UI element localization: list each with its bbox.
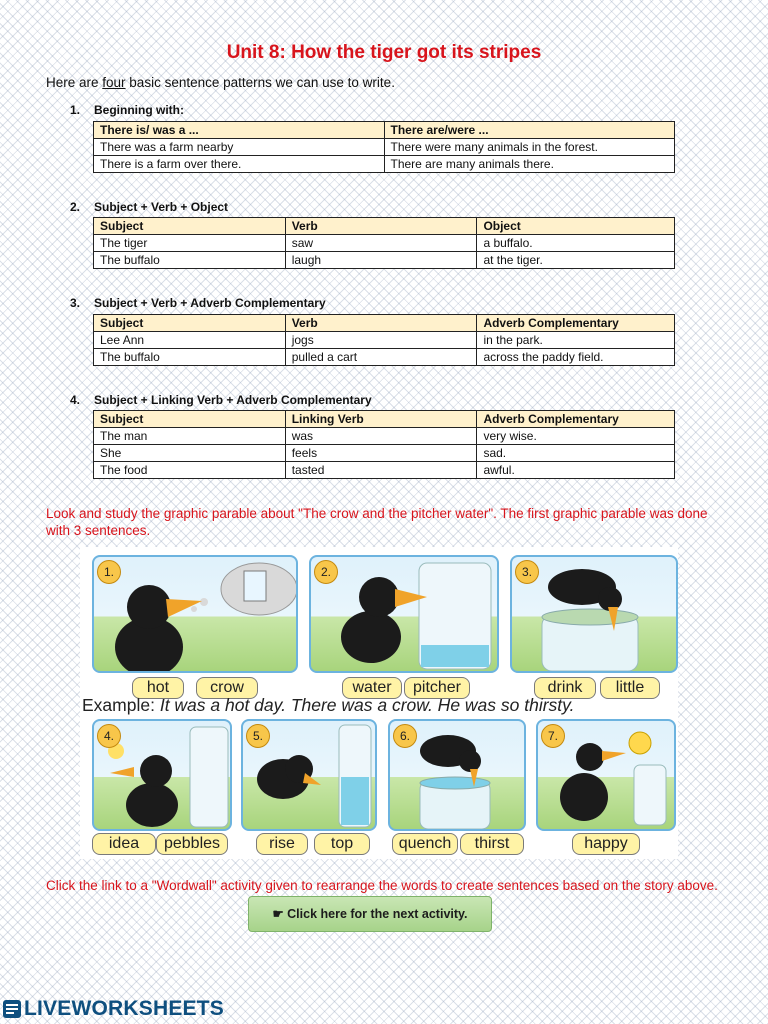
word-card: drink: [534, 677, 596, 699]
table-cell: There is a farm over there.: [94, 156, 385, 173]
word-card: top: [314, 833, 370, 855]
table-row: [94, 235, 675, 252]
table-header-row: [94, 315, 675, 332]
wordwall-instruction: Click the link to a "Wordwall" activity given to rearrange the words to create sentences based on the story above.: [46, 878, 718, 893]
table-cell: at the tiger.: [477, 252, 675, 269]
story-panel-2: [309, 555, 499, 673]
table-cell: was: [285, 428, 477, 445]
story-panel-6: [388, 719, 526, 831]
section-3-number: 3.: [70, 296, 81, 310]
word-card: rise: [256, 833, 308, 855]
pattern-4-table: [93, 410, 675, 479]
section-3-title: Subject + Verb + Adverb Complementary: [94, 296, 326, 310]
panel-number: 2.: [314, 560, 338, 584]
table-cell: She: [94, 445, 286, 462]
page-title: Unit 8: How the tiger got its stripes: [226, 42, 542, 63]
word-card: happy: [572, 833, 640, 855]
intro-underlined: four: [102, 75, 126, 90]
intro-text: [46, 75, 395, 90]
table-cell: awful.: [477, 462, 675, 479]
next-activity-button[interactable]: ☛ Click here for the next activity.: [248, 896, 492, 932]
section-4-heading: [70, 393, 372, 407]
word-card: quench: [392, 833, 458, 855]
table-header-row: [94, 411, 675, 428]
section-1-number: 1.: [70, 103, 81, 117]
section-3-heading: [70, 296, 326, 310]
section-2-heading: [70, 200, 228, 214]
story-illustration: [80, 547, 678, 859]
panel-number: 1.: [97, 560, 121, 584]
table-cell: very wise.: [477, 428, 675, 445]
table-header-cell: Adverb Complementary: [477, 315, 675, 332]
table-row: [94, 139, 675, 156]
word-card: pitcher: [404, 677, 470, 699]
example-text: It was a hot day. There was a crow. He was so thirsty.: [159, 695, 575, 715]
table-cell: across the paddy field.: [477, 349, 675, 366]
table-cell: The buffalo: [94, 349, 286, 366]
table-cell: tasted: [285, 462, 477, 479]
table-row: [94, 428, 675, 445]
panel-number: 6.: [393, 724, 417, 748]
word-card: water: [342, 677, 402, 699]
table-header-cell: Adverb Complementary: [477, 411, 675, 428]
table-cell: The man: [94, 428, 286, 445]
section-2-number: 2.: [70, 200, 81, 214]
word-card: little: [600, 677, 660, 699]
pattern-2-table: [93, 217, 675, 269]
intro-before: Here are: [46, 75, 103, 90]
table-row: [94, 462, 675, 479]
table-header-cell: Verb: [285, 315, 477, 332]
table-cell: Lee Ann: [94, 332, 286, 349]
table-header-cell: Subject: [94, 218, 286, 235]
section-1-heading: [70, 103, 184, 117]
table-row: [94, 252, 675, 269]
table-cell: sad.: [477, 445, 675, 462]
crow-pitcher-image: [311, 557, 497, 671]
word-card: thirst: [460, 833, 524, 855]
story-panel-4: [92, 719, 232, 831]
table-header-cell: There are/were ...: [384, 122, 675, 139]
logo-text: LIVEWORKSHEETS: [24, 997, 224, 1020]
intro-after: basic sentence patterns we can use to write.: [125, 75, 395, 90]
example-label: Example:: [82, 695, 155, 715]
story-panel-5: [241, 719, 377, 831]
section-2-title: Subject + Verb + Object: [94, 200, 229, 214]
table-header-row: [94, 218, 675, 235]
section-1-title: Beginning with:: [94, 103, 184, 117]
word-card: hot: [132, 677, 184, 699]
table-row: [94, 156, 675, 173]
table-cell: pulled a cart: [285, 349, 477, 366]
table-cell: The buffalo: [94, 252, 286, 269]
word-card: idea: [92, 833, 156, 855]
panel-number: 4.: [97, 724, 121, 748]
pattern-1-table: [93, 121, 675, 173]
table-cell: The tiger: [94, 235, 286, 252]
liveworksheets-mark-icon: [2, 999, 22, 1019]
table-header-cell: Linking Verb: [285, 411, 477, 428]
table-header-cell: Object: [477, 218, 675, 235]
panel-number: 7.: [541, 724, 565, 748]
table-row: [94, 332, 675, 349]
story-panel-3: [510, 555, 678, 673]
table-cell: There are many animals there.: [384, 156, 675, 173]
table-cell: The food: [94, 462, 286, 479]
table-cell: a buffalo.: [477, 235, 675, 252]
table-header-cell: Verb: [285, 218, 477, 235]
pattern-3-table: [93, 314, 675, 366]
example-sentence: [82, 695, 574, 716]
table-cell: saw: [285, 235, 477, 252]
word-card: crow: [196, 677, 258, 699]
table-cell: jogs: [285, 332, 477, 349]
table-row: [94, 349, 675, 366]
crow-thinking-image: [94, 557, 296, 671]
table-cell: feels: [285, 445, 477, 462]
table-header-cell: Subject: [94, 315, 286, 332]
table-header-row: [94, 122, 675, 139]
story-instruction: Look and study the graphic parable about "The crow and the pitcher water". The first graphic parable was done with 3 sentences.: [46, 506, 708, 538]
table-cell: in the park.: [477, 332, 675, 349]
section-4-title: Subject + Linking Verb + Adverb Complementary: [94, 393, 372, 407]
panel-number: 5.: [246, 724, 270, 748]
word-card: pebbles: [156, 833, 228, 855]
story-panel-1: [92, 555, 298, 673]
liveworksheets-logo: [2, 997, 224, 1021]
table-header-cell: There is/ was a ...: [94, 122, 385, 139]
section-4-number: 4.: [70, 393, 81, 407]
panel-number: 3.: [515, 560, 539, 584]
table-cell: There were many animals in the forest.: [384, 139, 675, 156]
story-panel-7: [536, 719, 676, 831]
table-cell: laugh: [285, 252, 477, 269]
table-cell: There was a farm nearby: [94, 139, 385, 156]
table-row: [94, 445, 675, 462]
table-header-cell: Subject: [94, 411, 286, 428]
